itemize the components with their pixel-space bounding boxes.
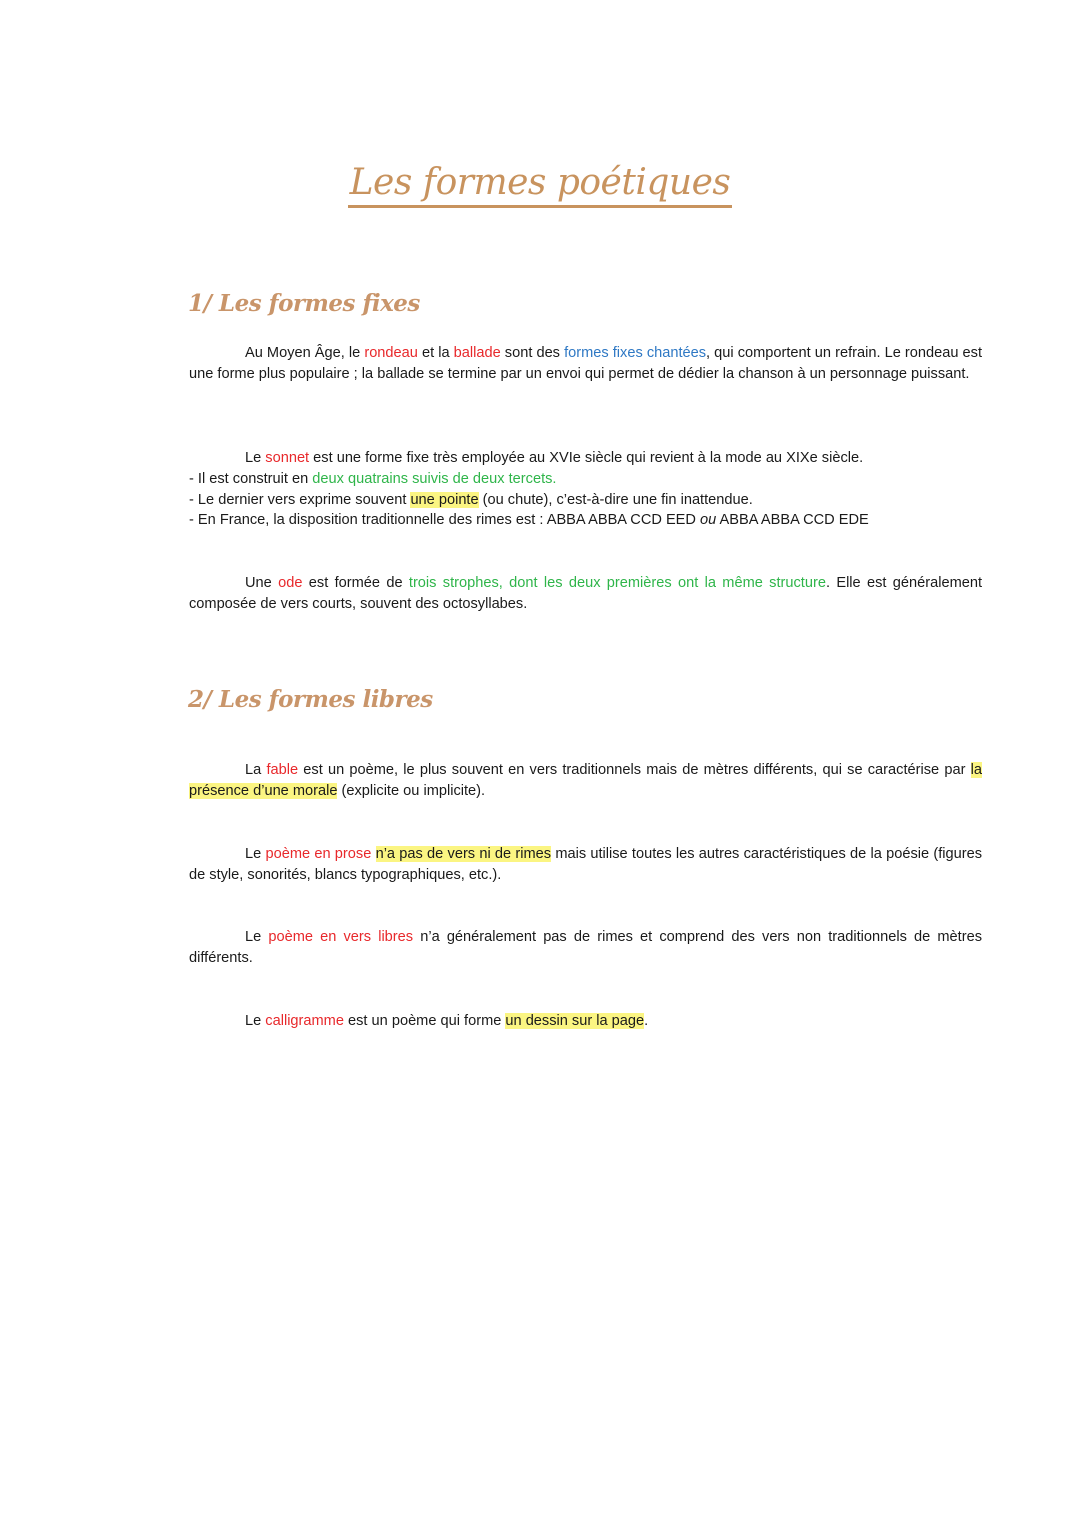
text: est un poème, le plus souvent en vers traditionnels mais de mètres différents, qui se caractérise par	[298, 762, 971, 778]
term-poeme-en-prose: poème en prose	[265, 846, 372, 862]
section-heading-fixed-forms: 1/ Les formes fixes	[188, 290, 420, 317]
sonnet-bullet-structure	[189, 469, 982, 490]
term-rondeau: rondeau	[364, 345, 418, 361]
text: mais utilise toutes les autres caractéristiques de la poésie (figures de style, sonorités, blancs typographiques, etc.).	[189, 846, 982, 883]
text: Le	[245, 450, 266, 466]
text: - Il est construit en	[189, 470, 313, 487]
highlight-une-pointe: une pointe	[410, 491, 479, 508]
page-title	[0, 162, 1080, 203]
text: n’a généralement pas de rimes et comprend des vers non traditionnels de mètres différents.	[189, 929, 982, 966]
text: ABBA ABBA CCD EDE	[716, 512, 869, 529]
paragraph-fable	[189, 760, 982, 802]
term-calligramme: calligramme	[265, 1013, 344, 1029]
text: est un poème qui forme	[343, 1013, 506, 1029]
paragraph-rondeau-ballade	[189, 343, 982, 385]
emphasis-quatrains-tercets: deux quatrains suivis de deux tercets.	[312, 470, 557, 487]
highlight-pas-de-vers: n’a pas de vers ni de rimes	[375, 846, 552, 862]
text	[371, 846, 375, 862]
sonnet-intro	[189, 448, 982, 469]
text: La	[245, 762, 267, 778]
text: Au Moyen Âge, le	[245, 345, 365, 361]
text: - En France, la disposition traditionnelle des rimes est : ABBA ABBA CCD EED	[189, 512, 701, 529]
paragraph-poeme-en-prose	[189, 844, 982, 886]
paragraph-sonnet	[189, 448, 982, 531]
text: - Le dernier vers exprime souvent	[189, 491, 411, 508]
emphasis-trois-strophes: trois strophes, dont les deux premières ont la même structure	[408, 575, 826, 591]
paragraph-calligramme	[189, 1011, 982, 1032]
text: (explicite ou implicite).	[337, 782, 486, 799]
section-heading-free-forms: 2/ Les formes libres	[188, 686, 433, 713]
text: et la	[417, 345, 454, 361]
term-ode: ode	[278, 575, 303, 591]
text: Le	[245, 1013, 266, 1029]
text: .	[644, 1013, 649, 1029]
term-poeme-en-vers-libres: poème en vers libres	[268, 929, 414, 945]
text: . Elle est généralement composée de vers courts, souvent des octosyllabes.	[189, 575, 983, 612]
page-title-text: Les formes poétiques	[348, 162, 733, 208]
text: est une forme fixe très employée au XVIe siècle qui revient à la mode au XIXe siècle.	[309, 450, 864, 466]
emphasis-formes-fixes-chantees: formes fixes chantées	[564, 345, 707, 361]
text: , qui comportent un refrain. Le rondeau est une forme plus populaire ; la ballade se termine par un envoi qui permet de dédier la chanson à un personnage puissant.	[189, 345, 982, 382]
highlight-dessin: un dessin sur la page	[505, 1013, 645, 1029]
term-fable: fable	[266, 762, 299, 778]
text: sont des	[500, 345, 565, 361]
text-italic-ou: ou	[700, 512, 717, 529]
text: (ou chute), c’est-à-dire une fin inattendue.	[478, 491, 753, 508]
sonnet-bullet-pointe	[189, 490, 982, 511]
term-ballade: ballade	[453, 345, 501, 361]
sonnet-bullet-rimes	[189, 510, 982, 531]
text: Le	[245, 846, 266, 862]
highlight-morale: la présence d’une morale	[189, 762, 982, 799]
paragraph-vers-libres	[189, 927, 982, 969]
text: est formée de	[302, 575, 409, 591]
paragraph-ode	[189, 573, 982, 615]
term-sonnet: sonnet	[265, 450, 310, 466]
text: Le	[245, 929, 269, 945]
text: Une	[245, 575, 279, 591]
